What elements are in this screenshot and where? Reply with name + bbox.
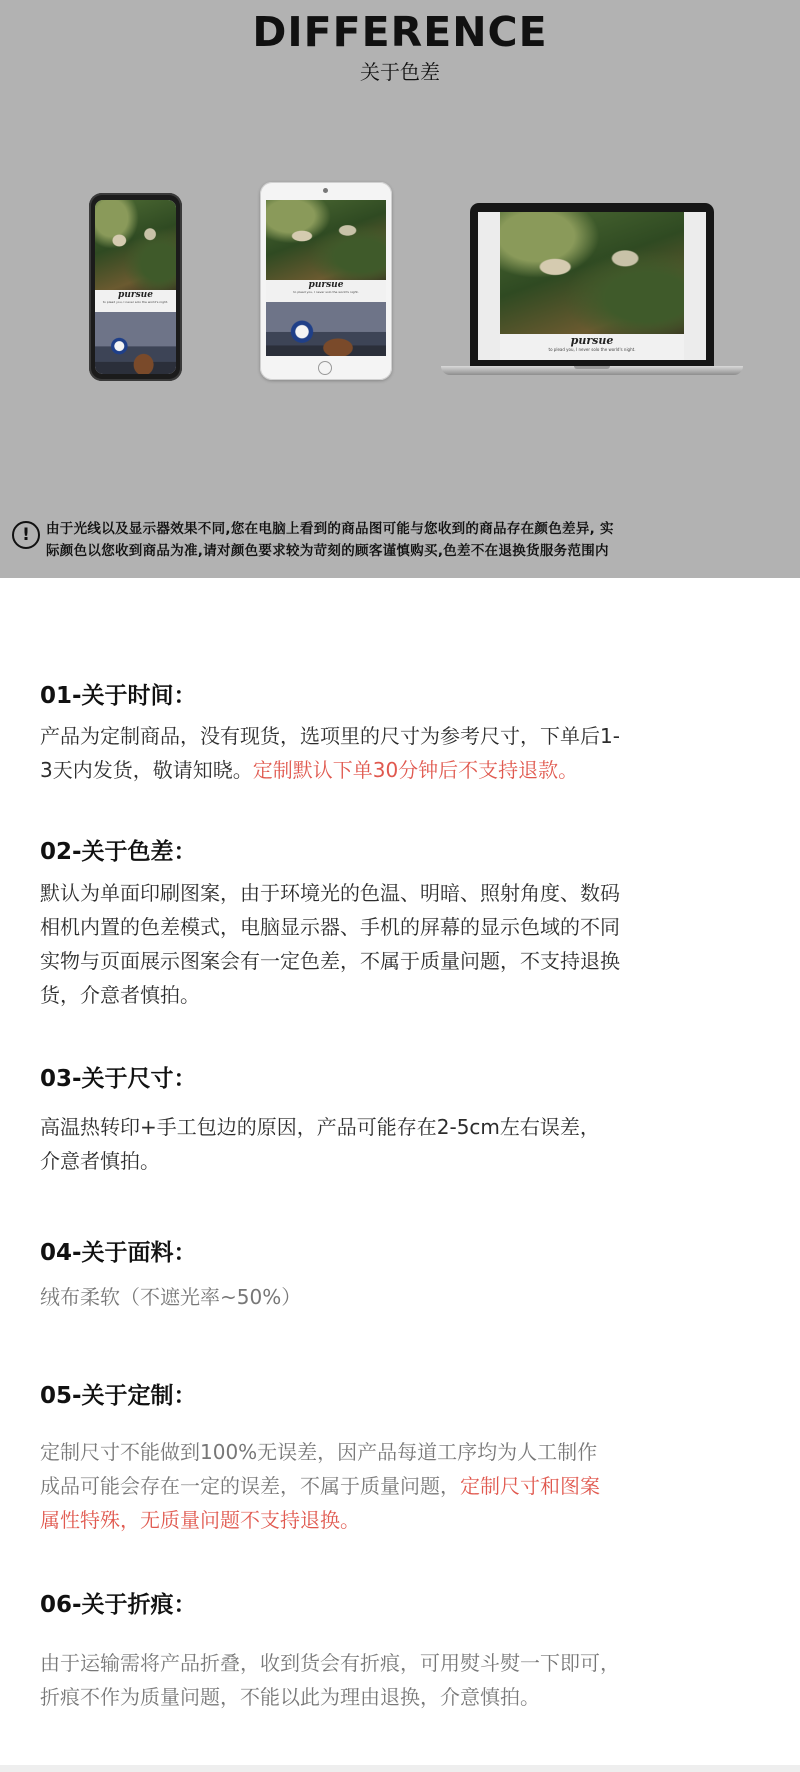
body-text: 介意者慎拍。 xyxy=(40,1149,160,1173)
banner-subtitle: 关于色差 xyxy=(360,60,440,84)
section-body xyxy=(40,719,620,787)
body-line xyxy=(40,1646,620,1680)
section-body xyxy=(40,876,620,1012)
phone-screen xyxy=(95,200,176,374)
camera-icon xyxy=(323,188,328,193)
phone-mockup xyxy=(89,193,182,381)
color-difference-banner xyxy=(0,0,800,578)
body-text: 货，介意者慎拍。 xyxy=(40,983,200,1007)
section-title: 04-关于面料： xyxy=(40,1240,197,1266)
body-line xyxy=(40,1144,600,1178)
notice-line-1: 由于光线以及显示器效果不同,您在电脑上看到的商品图可能与您收到的商品存在颜色差异, 实 xyxy=(46,521,614,537)
pursue-logo: pursue xyxy=(308,280,344,290)
exclamation-circle-icon: ! xyxy=(12,521,40,549)
body-text: 由于运输需将产品折叠，收到货会有折痕，可用熨斗熨一下即可， xyxy=(40,1651,620,1675)
sofa-scene-image xyxy=(95,312,176,374)
body-text: 产品为定制商品，没有现货，选项里的尺寸为参考尺寸，下单后1- xyxy=(40,724,620,748)
painting-image xyxy=(266,200,386,280)
section-title: 05-关于定制： xyxy=(40,1383,197,1409)
section-body xyxy=(40,1435,600,1537)
body-text: 实物与页面展示图案会有一定色差，不属于质量问题，不支持退换 xyxy=(40,949,620,973)
body-text: 3天内发货，敬请知晓。 xyxy=(40,758,253,782)
body-text: 成品可能会存在一定的误差，不属于质量问题， xyxy=(40,1474,460,1498)
sofa-scene-image xyxy=(266,302,386,356)
body-line xyxy=(40,1680,620,1714)
highlight-text: 定制尺寸和图案 xyxy=(460,1474,600,1498)
body-text: 默认为单面印刷图案，由于环境光的色温、明暗、照射角度、数码 xyxy=(40,881,620,905)
body-line xyxy=(40,753,620,787)
body-text: 高温热转印+手工包边的原因，产品可能存在2-5cm左右误差， xyxy=(40,1115,600,1139)
body-text: 折痕不作为质量问题，不能以此为理由退换，介意慎拍。 xyxy=(40,1685,540,1709)
section-body xyxy=(40,1646,620,1714)
body-line xyxy=(40,1110,600,1144)
pursue-tagline: to plead you, I never solo the world's night. xyxy=(293,290,359,294)
highlight-text: 定制默认下单30分钟后不支持退款。 xyxy=(252,758,579,782)
body-text: 相机内置的色差模式，电脑显示器、手机的屏幕的显示色域的不同 xyxy=(40,915,620,939)
section-title: 06-关于折痕： xyxy=(40,1592,197,1618)
body-line xyxy=(40,1435,600,1469)
tablet-mockup xyxy=(260,182,392,380)
pursue-caption xyxy=(500,334,684,360)
body-text: 绒布柔软（不遮光率~50%） xyxy=(40,1285,302,1309)
notice-line-2: 际颜色以您收到商品为准,请对颜色要求较为苛刻的顾客谨慎购买,色差不在退换货服务范围内 xyxy=(46,543,609,559)
body-line xyxy=(40,1280,301,1314)
section-title: 02-关于色差： xyxy=(40,839,197,865)
pursue-caption xyxy=(266,280,386,302)
laptop-notch xyxy=(574,366,610,369)
body-line xyxy=(40,1469,600,1503)
banner-title: DIFFERENCE xyxy=(252,8,548,56)
pursue-logo: pursue xyxy=(118,290,153,300)
footer-divider xyxy=(0,1765,800,1772)
body-line xyxy=(40,876,620,910)
body-line xyxy=(40,1503,600,1537)
laptop-screen xyxy=(478,212,706,360)
painting-image xyxy=(95,200,176,290)
pursue-logo: pursue xyxy=(570,334,614,347)
highlight-text: 属性特殊，无质量问题不支持退换。 xyxy=(40,1508,360,1532)
home-button-icon xyxy=(318,361,332,375)
pursue-caption xyxy=(95,290,176,312)
tablet-screen xyxy=(266,200,386,356)
pursue-tagline: to plead you, I never solo the world's night. xyxy=(548,347,636,352)
section-title: 01-关于时间： xyxy=(40,683,197,709)
body-line xyxy=(40,944,620,978)
laptop-mockup xyxy=(470,203,714,366)
body-line xyxy=(40,910,620,944)
pursue-tagline: to plead you, I never solo the world's night. xyxy=(102,300,169,304)
painting-image xyxy=(500,212,684,334)
section-title: 03-关于尺寸： xyxy=(40,1066,197,1092)
body-text: 定制尺寸不能做到100%无误差，因产品每道工序均为人工制作 xyxy=(40,1440,598,1464)
section-body xyxy=(40,1280,301,1314)
body-line xyxy=(40,978,620,1012)
section-body xyxy=(40,1110,600,1178)
body-line xyxy=(40,719,620,753)
